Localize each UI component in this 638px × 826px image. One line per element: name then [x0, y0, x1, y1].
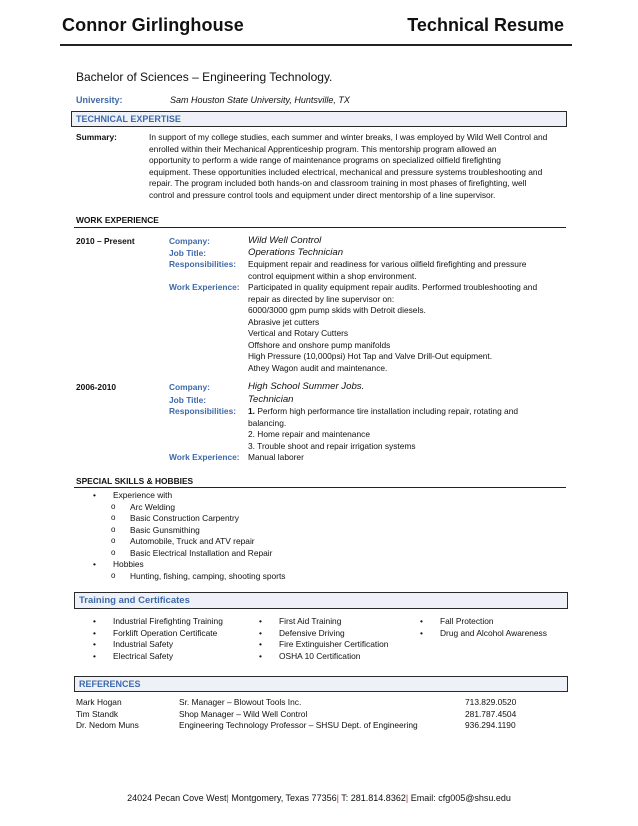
training-item: • Fire Extinguisher Certification — [259, 639, 388, 651]
summary-line: equipment. These opportunities included electrical, mechanical and pressure systems troubleshooting and — [149, 166, 543, 177]
skill-category: • Experience with — [93, 490, 286, 502]
skills-divider — [74, 487, 566, 488]
footer-phone: T: 281.814.8362 — [338, 793, 406, 803]
summary-text — [149, 132, 569, 201]
training-item: • OSHA 10 Certification — [259, 651, 388, 663]
skill-category: • Hobbies — [93, 559, 286, 571]
job1-title-label: Job Title: — [169, 248, 207, 258]
summary-line: In support of my college studies, each summer and winter breaks, I was employed by Wild Well Control and — [149, 132, 548, 142]
job1-exp-label: Work Experience: — [169, 282, 240, 292]
degree: Bachelor of Sciences – Engineering Technology. — [76, 70, 333, 84]
training-item: • Electrical Safety — [93, 651, 223, 663]
training-item: • Industrial Safety — [93, 639, 223, 651]
training-col1 — [93, 616, 223, 662]
exp-line: Athey Wagon audit and maintenance. — [248, 362, 388, 373]
skill-item: o Basic Gunsmithing — [93, 525, 286, 537]
reference-names — [76, 697, 139, 732]
reference-name: Mark Hogan — [76, 697, 122, 707]
candidate-name: Connor Girlinghouse — [62, 15, 244, 35]
footer-separator: | — [405, 793, 409, 803]
skill-item: o Basic Construction Carpentry — [93, 513, 286, 525]
exp-line: Vertical and Rotary Cutters — [248, 328, 349, 338]
job2-company: High School Summer Jobs. — [248, 381, 365, 392]
job1-responsibilities — [248, 259, 526, 282]
job1-experience — [248, 282, 537, 374]
skill-item: o Arc Welding — [93, 502, 286, 514]
training-header — [74, 592, 568, 609]
resp-line: balancing. — [248, 417, 287, 428]
footer-address: 24024 Pecan Cove West — [127, 793, 227, 803]
reference-titles — [179, 697, 418, 732]
job1-dates: 2010 – Present — [76, 236, 135, 246]
skills-list — [93, 490, 286, 582]
references-title: REFERENCES — [79, 679, 141, 689]
references-header — [74, 676, 568, 692]
contact-footer — [0, 793, 638, 803]
reference-phone: 713.829.0520 — [465, 697, 517, 707]
university-label: University: — [76, 95, 123, 105]
document-title: Technical Resume — [407, 15, 564, 35]
summary-label: Summary: — [76, 132, 117, 142]
exp-line: repair as directed by line supervisor on: — [248, 293, 395, 304]
reference-name: Tim Standk — [76, 708, 119, 719]
resp-line — [248, 406, 518, 418]
reference-phone: 936.294.1190 — [465, 720, 516, 730]
reference-title: Sr. Manager – Blowout Tools Inc. — [179, 697, 302, 707]
training-item: • Drug and Alcohol Awareness — [420, 628, 547, 640]
footer-separator: | — [336, 793, 339, 803]
header-divider — [60, 44, 572, 46]
exp-line: Abrasive jet cutters — [248, 316, 320, 327]
training-item: • First Aid Training — [259, 616, 388, 628]
technical-expertise-title: TECHNICAL EXPERTISE — [76, 114, 181, 124]
training-item: • Fall Protection — [420, 616, 547, 628]
hobby-item: o Hunting, fishing, camping, shooting sports — [93, 571, 286, 583]
skill-item: o Automobile, Truck and ATV repair — [93, 536, 286, 548]
exp-line: Participated in quality equipment repair audits. Performed troubleshooting and — [248, 282, 538, 292]
job2-resp-label: Responsibilities: — [169, 406, 237, 416]
reference-phones — [465, 697, 516, 732]
training-col3 — [420, 616, 547, 639]
footer-email[interactable]: Email: cfg005@shsu.edu — [408, 793, 511, 803]
reference-name: Dr. Nedom Muns — [76, 720, 139, 730]
training-col2 — [259, 616, 388, 662]
skill-item: o Basic Electrical Installation and Repair — [93, 548, 286, 560]
reference-title: Shop Manager – Wild Well Control — [179, 708, 308, 719]
training-item: • Forklift Operation Certificate — [93, 628, 223, 640]
job2-responsibilities — [248, 406, 518, 452]
work-divider — [74, 227, 566, 228]
training-title: Training and Certificates — [79, 595, 190, 606]
reference-title: Engineering Technology Professor – SHSU Dept. of Engineering — [179, 720, 418, 730]
footer-separator: | — [226, 793, 229, 803]
resp-text: Perform high performance tire installation including repair, rotating and — [255, 406, 519, 416]
footer-city: Montgomery, Texas 77356 — [228, 793, 337, 803]
technical-expertise-header — [71, 111, 567, 127]
job1-resp-label: Responsibilities: — [169, 259, 237, 269]
summary-line: repair. The program included both hands-on and classroom training in most phases of firefighting, well — [149, 178, 527, 188]
exp-line: Offshore and onshore pump manifolds — [248, 339, 391, 350]
job2-dates: 2006-2010 — [76, 382, 117, 392]
job1-company: Wild Well Control — [248, 235, 322, 246]
university-value: Sam Houston State University, Huntsville, TX — [170, 95, 350, 105]
resp-number: 1. — [248, 406, 255, 416]
job2-exp-label: Work Experience: — [169, 452, 240, 462]
reference-phone: 281.787.4504 — [465, 708, 517, 719]
job1-title: Operations Technician — [248, 247, 344, 258]
skills-heading: SPECIAL SKILLS & HOBBIES — [76, 476, 194, 486]
resp-line: 3. Trouble shoot and repair irrigation systems — [248, 440, 416, 451]
resp-line: Equipment repair and readiness for various oilfield firefighting and pressure — [248, 259, 527, 269]
summary-line: control and pressure control tools and equipment under direct mentorship of a line supervisor. — [149, 189, 496, 200]
work-experience-heading: WORK EXPERIENCE — [76, 215, 159, 225]
training-item: • Defensive Driving — [259, 628, 388, 640]
job1-company-label: Company: — [169, 236, 210, 246]
exp-line: 6000/3000 gpm pump skids with Detroit diesels. — [248, 305, 426, 315]
training-item: • Industrial Firefighting Training — [93, 616, 223, 628]
resp-line: 2. Home repair and maintenance — [248, 429, 370, 439]
resp-line: control equipment within a shop environment. — [248, 270, 417, 281]
job2-title: Technician — [248, 394, 294, 405]
job2-experience: Manual laborer — [248, 452, 304, 462]
summary-line: opportunity to perform a wide range of maintenance programs on specialized oilfield firefighting — [149, 155, 501, 165]
job2-title-label: Job Title: — [169, 395, 207, 405]
job2-company-label: Company: — [169, 382, 210, 392]
exp-line: High Pressure (10,000psi) Hot Tap and Valve Drill-Out equipment. — [248, 351, 493, 361]
summary-line: enrolled within their Mechanical Apprenticeship program. This mentorship program allowed an — [149, 143, 497, 154]
